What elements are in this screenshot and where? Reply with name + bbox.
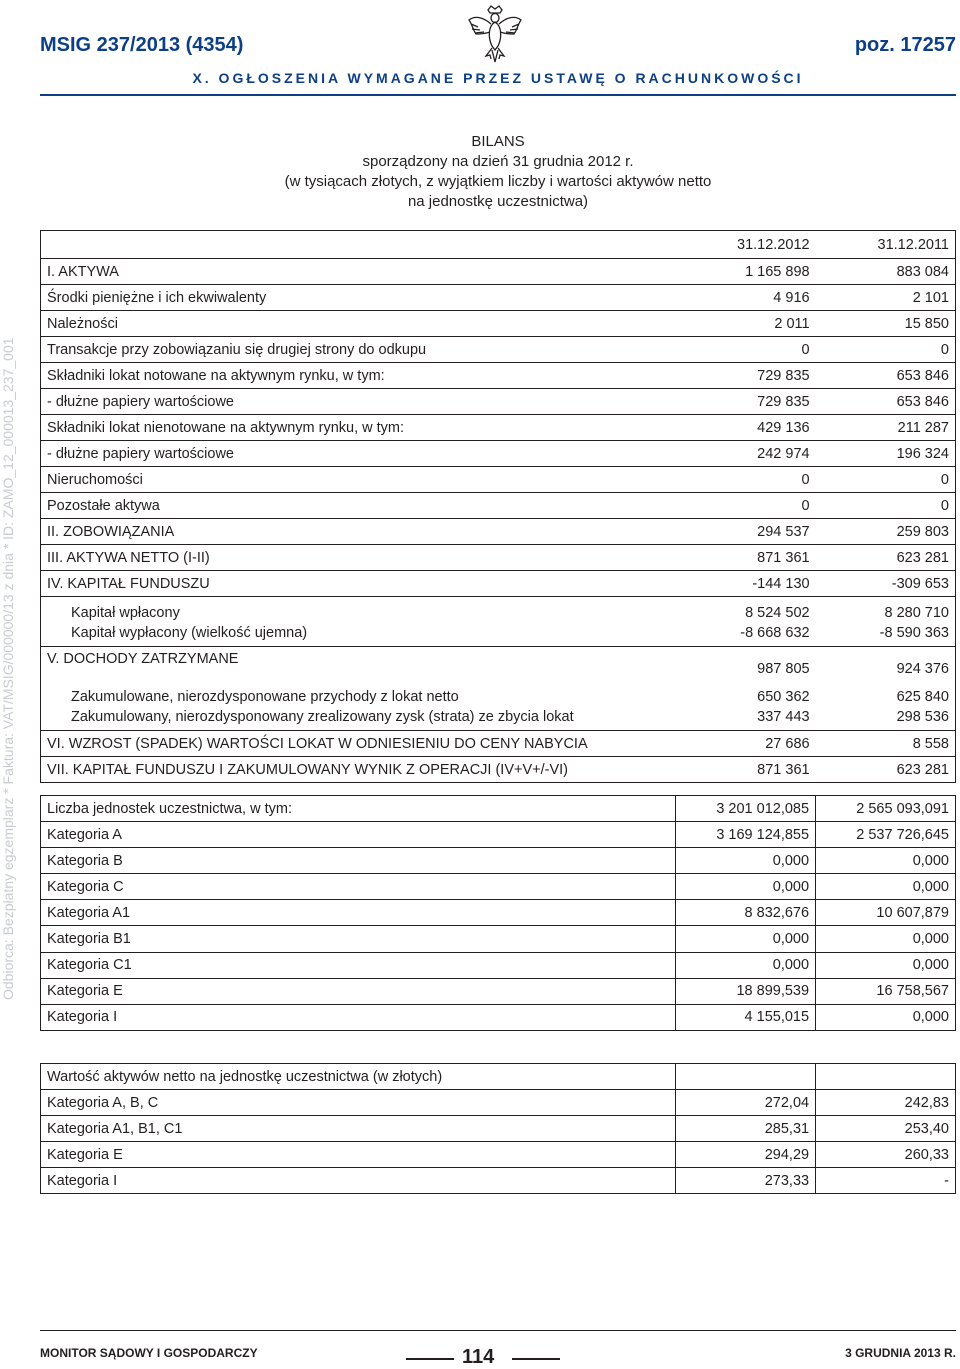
value-2011: 0,000 [816,1004,956,1030]
balance-row [41,259,956,285]
nav-row [41,1090,956,1116]
units-row [41,952,956,978]
value-2011: 253,40 [816,1116,956,1142]
section-title: X. OGŁOSZENIA WYMAGANE PRZEZ USTAWĘ O RACHUNKOWOŚCI [192,70,804,86]
row-label: Środki pieniężne i ich ekwiwalenty [41,285,676,311]
value-2011: 0 [816,337,956,363]
value-2011: 16 758,567 [816,978,956,1004]
value-2012: 871 361 [676,757,816,783]
balance-row [41,311,956,337]
column-header-2011: 31.12.2011 [877,236,949,253]
page-number: 114 [462,1346,495,1368]
value-2011: 2 565 093,091 [816,796,956,822]
row-label: - dłużne papiery wartościowe [41,441,676,467]
issue-number: MSIG 237/2013 (4354) [40,34,244,56]
balance-row [41,519,956,545]
column-header-2012: 31.12.2012 [737,236,810,253]
row-label: Kategoria A, B, C [41,1090,676,1116]
value-2011: 2 537 726,645 [816,822,956,848]
units-row [41,822,956,848]
value-2011: 623 281 [816,757,956,783]
publication-name: MONITOR SĄDOWY I GOSPODARCZY [40,1346,258,1360]
value-2012: 0,000 [676,952,816,978]
value-2011: 242,83 [816,1090,956,1116]
units-row [41,1004,956,1030]
value-2012: 729 835 [676,389,816,415]
balance-header-row [41,231,956,259]
accum-income-row [41,679,956,707]
row-label: Kategoria C [41,874,676,900]
balance-row [41,493,956,519]
value-2011: 924 376 [816,647,956,679]
balance-row [41,389,956,415]
polish-eagle-emblem [466,4,524,64]
value-2011: 2 101 [816,285,956,311]
row-label: Kategoria B1 [41,926,676,952]
balance-row [41,363,956,389]
value-2011: 10 607,879 [816,900,956,926]
value-2011: 8 558 [816,731,956,757]
total-row [41,757,956,783]
row-label: VII. KAPITAŁ FUNDUSZU I ZAKUMULOWANY WYNIK Z OPERACJI (IV+V+/-VI) [41,757,676,783]
value-2012: 0 [676,493,816,519]
units-row [41,900,956,926]
value-2011: -8 590 363 [879,624,949,641]
row-label: Kapitał wypłacony (wielkość ujemna) [71,624,308,641]
value-2011: 260,33 [816,1142,956,1168]
units-row [41,848,956,874]
value-2012: 0 [676,467,816,493]
value-2012: 3 201 012,085 [676,796,816,822]
value-2011: 883 084 [816,259,956,285]
row-label: IV. KAPITAŁ FUNDUSZU [41,571,676,597]
balance-row [41,337,956,363]
value-2011: 259 803 [816,519,956,545]
row-label: Nieruchomości [41,467,676,493]
value-2012: 27 686 [676,731,816,757]
row-label: Kategoria E [41,978,676,1004]
value-2012: 4 916 [676,285,816,311]
value-2012: 294,29 [676,1142,816,1168]
row-label: Kategoria A1 [41,900,676,926]
balance-row [41,545,956,571]
value-2012: 272,04 [676,1090,816,1116]
units-row [41,978,956,1004]
row-label: Kategoria B [41,848,676,874]
value-2011: 15 850 [816,311,956,337]
nav-row [41,1116,956,1142]
row-label: Zakumulowany, nierozdysponowany zrealizowany zysk (strata) ze zbycia lokat [71,708,574,725]
balance-row [41,467,956,493]
nav-per-unit-table [40,1063,956,1194]
value-2011: 653 846 [816,363,956,389]
row-label: Składniki lokat nienotowane na aktywnym rynku, w tym: [41,415,676,441]
capital-out-row [41,623,956,647]
footer-rule [40,1330,956,1331]
units-row [41,926,956,952]
value-2011: 623 281 [816,545,956,571]
row-label: VI. WZROST (SPADEK) WARTOŚCI LOKAT W ODNIESIENIU DO CENY NABYCIA [41,731,676,757]
value-2012: 650 362 [757,688,810,705]
value-2011: 0,000 [816,952,956,978]
value-2012: 0,000 [676,874,816,900]
nav-row [41,1142,956,1168]
balance-sheet-table [40,230,956,783]
nav-row [41,1168,956,1194]
row-label: V. DOCHODY ZATRZYMANE [41,647,676,679]
value-2012: 337 443 [757,708,810,725]
row-label: Kapitał wpłacony [41,597,676,623]
value-2012: 8 524 502 [676,597,816,623]
growth-row [41,731,956,757]
balance-row [41,285,956,311]
balance-row [41,415,956,441]
value-2012: 273,33 [676,1168,816,1194]
row-label: Transakcje przy zobowiązaniu się drugiej strony do odkupu [41,337,676,363]
page-dash-left [406,1358,454,1360]
value-2011: 0,000 [816,874,956,900]
value-2011: 0 [816,493,956,519]
row-label: Zakumulowane, nierozdysponowane przychody z lokat netto [71,688,459,705]
value-2011: - [816,1168,956,1194]
row-label: Kategoria A1, B1, C1 [41,1116,676,1142]
row-label: Liczba jednostek uczestnictwa, w tym: [41,796,676,822]
statement-units-note-cont: na jednostkę uczestnictwa) [407,193,589,210]
units-row [41,874,956,900]
value-2011: 211 287 [816,415,956,441]
retained-row [41,647,956,679]
value-2012: 1 165 898 [676,259,816,285]
row-label: Kategoria C1 [41,952,676,978]
row-label: Pozostałe aktywa [41,493,676,519]
value-2012: 0,000 [676,848,816,874]
value-2012: 8 832,676 [676,900,816,926]
units-table [40,795,956,1031]
value-2012: 2 011 [676,311,816,337]
row-label: I. AKTYWA [41,259,676,285]
value-2011: 653 846 [816,389,956,415]
value-2011: 625 840 [896,688,949,705]
value-2012: 294 537 [676,519,816,545]
position-number: poz. 17257 [854,34,956,56]
row-label: Składniki lokat notowane na aktywnym rynku, w tym: [41,363,676,389]
units-row [41,796,956,822]
nav-heading-row [41,1064,956,1090]
capital-in-row [41,597,956,623]
value-2012: 242 974 [676,441,816,467]
statement-date: sporządzony na dzień 31 grudnia 2012 r. [362,153,634,170]
value-2012: 729 835 [676,363,816,389]
row-label: Należności [41,311,676,337]
row-label: III. AKTYWA NETTO (I-II) [41,545,676,571]
value-2012: 429 136 [676,415,816,441]
accum-gain-row [41,707,956,731]
value-2012: 285,31 [676,1116,816,1142]
balance-row [41,571,956,597]
page-dash-right [512,1358,560,1360]
row-label: - dłużne papiery wartościowe [41,389,676,415]
value-2012: 987 805 [676,647,816,679]
value-2011: 8 280 710 [816,597,956,623]
statement-heading [40,132,956,212]
balance-row [41,441,956,467]
value-2012: -144 130 [676,571,816,597]
value-2011: 196 324 [816,441,956,467]
row-label: Kategoria E [41,1142,676,1168]
value-2011: 0,000 [816,848,956,874]
row-label: Kategoria I [41,1004,676,1030]
value-2012: 3 169 124,855 [676,822,816,848]
statement-title: BILANS [471,133,525,150]
value-2011: 0 [816,467,956,493]
row-label: II. ZOBOWIĄZANIA [41,519,676,545]
publication-date: 3 GRUDNIA 2013 R. [845,1346,956,1360]
value-2011: 0,000 [816,926,956,952]
nav-heading: Wartość aktywów netto na jednostkę uczestnictwa (w złotych) [41,1064,676,1090]
value-2012: 0 [676,337,816,363]
header-rule [40,94,956,96]
value-2011: -309 653 [816,571,956,597]
value-2011: 298 536 [896,708,949,725]
statement-units-note: (w tysiącach złotych, z wyjątkiem liczby i wartości aktywów netto [284,173,712,190]
value-2012: 18 899,539 [676,978,816,1004]
value-2012: -8 668 632 [740,624,810,641]
recipient-watermark: Odbiorca: Bezpłatny egzemplarz * Faktura: VAT/MSIG/000000/13 z dnia * ID: ZAMO_12_000013_237_001 [0,337,16,1000]
row-label: Kategoria I [41,1168,676,1194]
row-label: Kategoria A [41,822,676,848]
value-2012: 871 361 [676,545,816,571]
value-2012: 4 155,015 [676,1004,816,1030]
value-2012: 0,000 [676,926,816,952]
